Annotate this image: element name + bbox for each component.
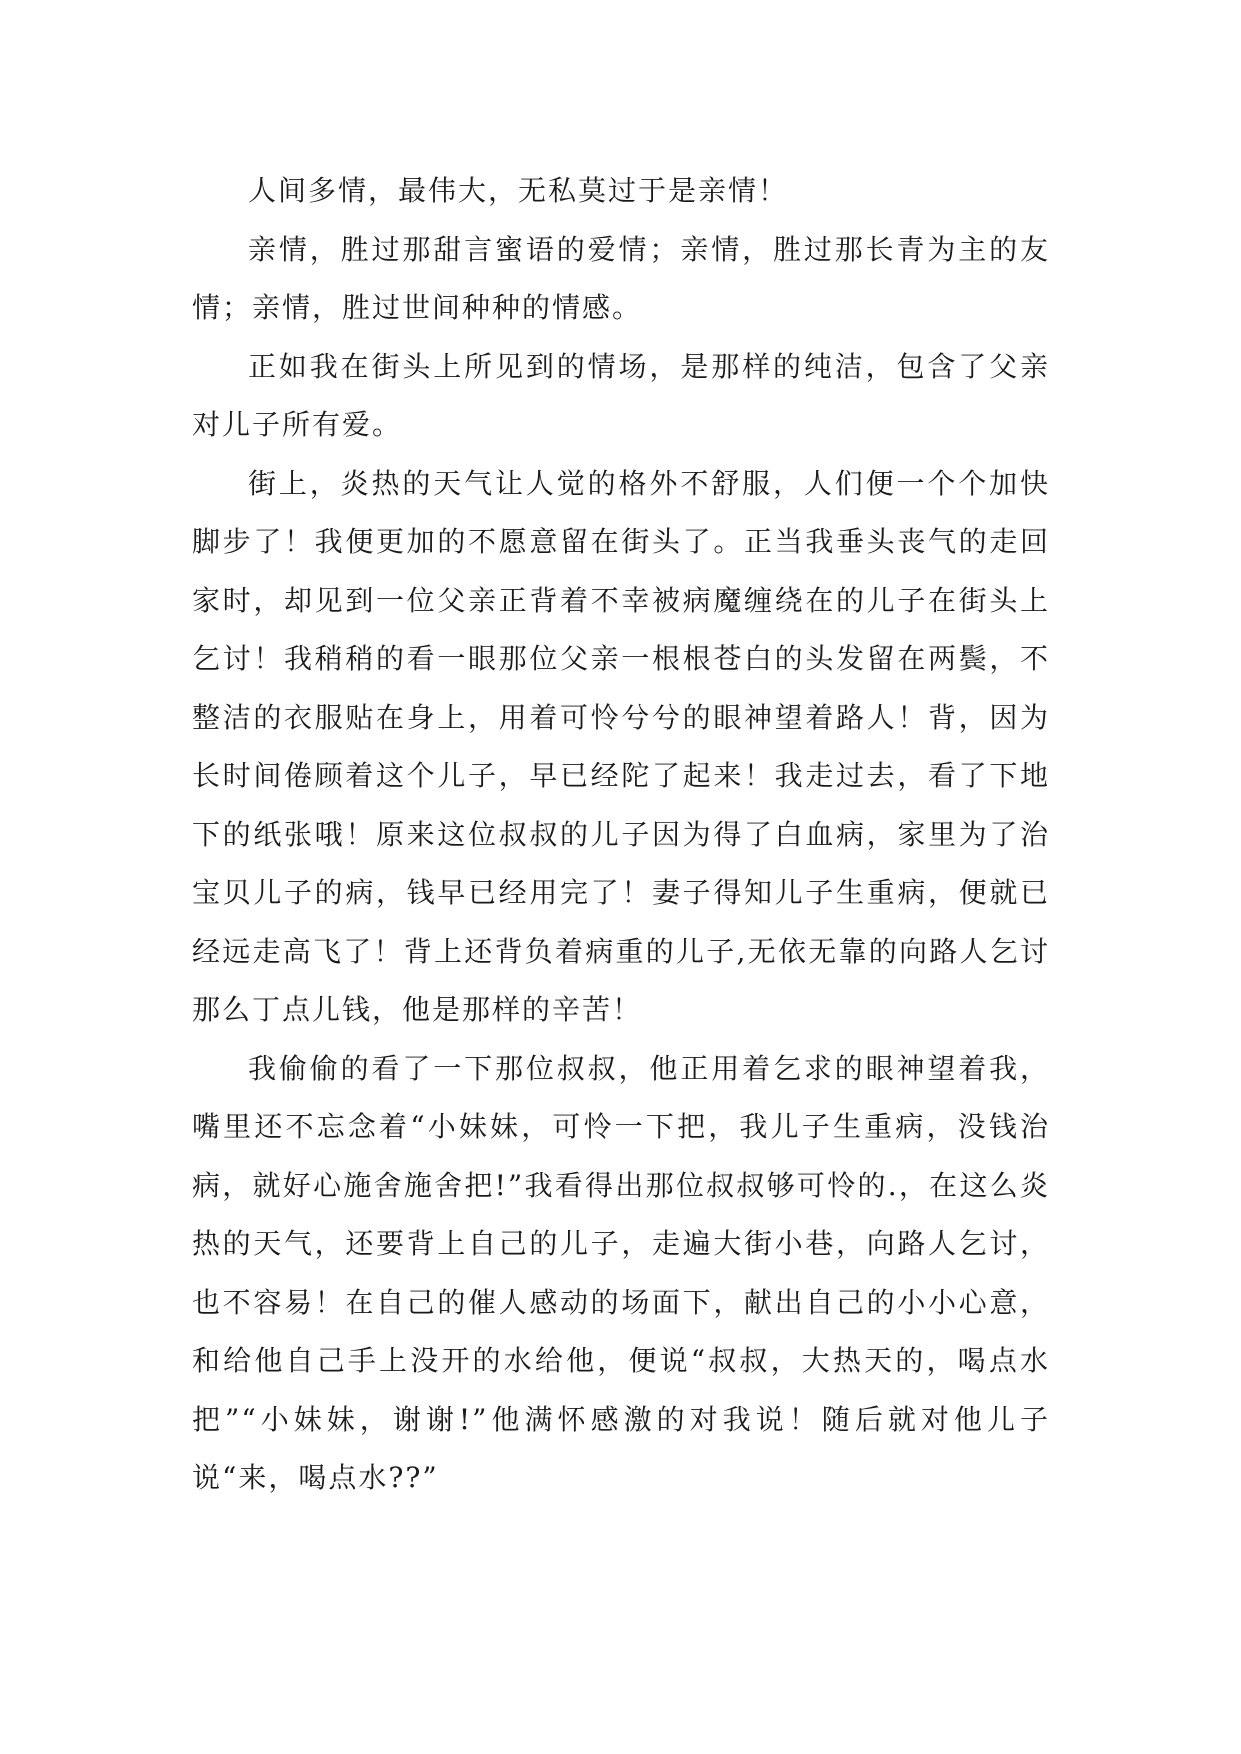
paragraph: 我偷偷的看了一下那位叔叔，他正用着乞求的眼神望着我，嘴里还不忘念着“小妹妹，可怜一下把，我儿子生重病，没钱治病，就好心施舍施舍把!”我看得出那位叔叔够可怜的.，在这么炎热的天气，还要背上自己的儿子，走遍大街小巷，向路人乞讨，也不容易！在自己的催人感动的场面下，献出自己的小小心意，和给他自己手上没开的水给他，便说“叔叔，大热天的，喝点水把”“小妹妹，谢谢!”他满怀感激的对我说！随后就对他儿子说“来，喝点水??” xyxy=(192,1051,1050,1494)
document-body xyxy=(192,162,1050,1508)
paragraph: 人间多情，最伟大，无私莫过于是亲情！ xyxy=(248,174,789,207)
paragraph: 正如我在街头上所见到的情场，是那样的纯洁，包含了父亲对儿子所有爱。 xyxy=(192,349,1050,441)
paragraph: 街上，炎热的天气让人觉的格外不舒服，人们便一个个加快脚步了！我便更加的不愿意留在街头了。正当我垂头丧气的走回家时，却见到一位父亲正背着不幸被病魔缠绕在的儿子在街头上乞讨！我稍稍的看一眼那位父亲一根根苍白的头发留在两鬓，不整洁的衣服贴在身上，用着可怜兮兮的眼神望着路人！背，因为长时间倦顾着这个儿子，早已经陀了起来！我走过去，看了下地下的纸张哦！原来这位叔叔的儿子因为得了白血病，家里为了治宝贝儿子的病，钱早已经用完了！妻子得知儿子生重病，便就已经远走高飞了！背上还背负着病重的儿子,无依无靠的向路人乞讨那么丁点儿钱，他是那样的辛苦！ xyxy=(192,466,1050,1026)
paragraph: 亲情，胜过那甜言蜜语的爱情；亲情，胜过那长青为主的友情；亲情，胜过世间种种的情感。 xyxy=(192,232,1050,324)
